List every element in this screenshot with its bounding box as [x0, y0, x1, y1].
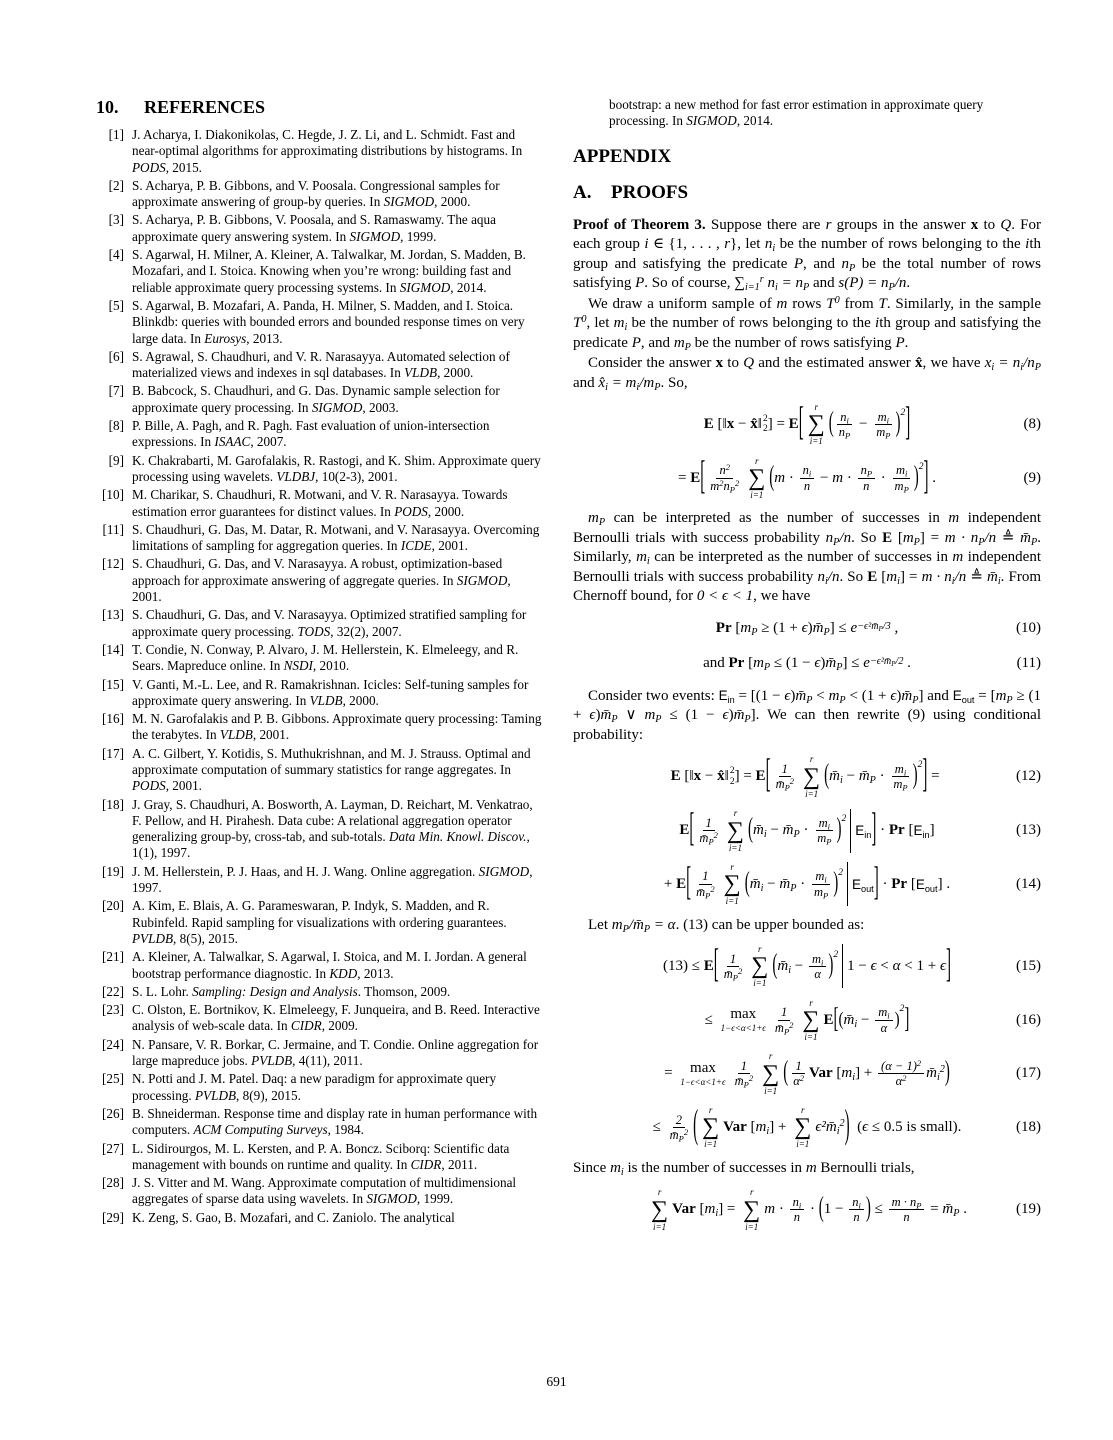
reference-number: [14] — [102, 641, 124, 657]
appendix-heading: APPENDIX — [573, 145, 672, 167]
summation: r ∑ i=1 — [794, 1105, 812, 1150]
bracket: [ — [713, 943, 719, 987]
fraction: $\frac{n_P}{n}$ — [858, 463, 875, 493]
fraction: $\frac{1}{m̄_P^2}$ — [723, 951, 743, 983]
equation-18: ≤ $\frac{2}{m̄_P^2}$ ( r ∑ i=1 Var [ $m_i$ ] + r ∑ i=1 $\epsilon^2m̄_i^2$ ) ( ϵ ≤ 0.5 is small). (18) — [652, 1104, 1041, 1150]
reference-text: S. Agrawal, S. Chaudhuri, and V. R. Narasayya. Automated selection of materialized views and indexes in sql databases. In VLDB, 2000. — [132, 348, 510, 381]
equation-number: (13) — [1016, 822, 1041, 838]
summation: r ∑ i=1 — [803, 754, 821, 799]
reference-number: [1] — [108, 127, 124, 142]
max-operator: max 1−ϵ<α<1+ϵ — [680, 1060, 726, 1087]
reference-item — [96, 247, 543, 296]
reference-item — [96, 949, 543, 982]
references-heading-title: REFERENCES — [144, 97, 266, 117]
equation-number: (15) — [1016, 957, 1041, 974]
fraction: $\frac{m_i}{m_P}$ — [893, 761, 908, 793]
reference-text: L. Sidirourgos, M. L. Kersten, and P. A. Boncz. Sciborq: Scientific data management with bounds on runtime and quality. In CIDR, 2011. — [132, 1140, 510, 1172]
equation-17: = max 1−ϵ<α<1+ϵ $\frac{1}{m̄_P^2}$ r ∑ i=1 ( $\frac{1}{\alpha^2}$ Var [ $m_i$ ] + $\frac{(\alpha - 1)^2}{\alpha^2}$ $m̄_i^2$ ) (17) — [664, 1051, 1041, 1096]
summation: r ∑ i=1 — [723, 861, 741, 907]
fraction: $\frac{n_i}{n}$ — [849, 1195, 864, 1225]
reference-number: [11] — [102, 521, 124, 537]
reference-text: V. Ganti, M.-L. Lee, and R. Ramakrishnan. Icicles: Self-tuning samples for approximate query answering. In VLDB, 2000. — [132, 676, 529, 708]
reference-item — [96, 1210, 543, 1226]
bracket: ] — [871, 807, 877, 851]
reference-item — [96, 383, 543, 416]
equation-number: (10) — [1016, 620, 1041, 637]
reference-item — [96, 1106, 543, 1139]
reference-number: [23] — [102, 1002, 124, 1018]
fraction: $\frac{1}{m̄_P^2}$ — [734, 1058, 754, 1090]
reference-text: S. Agarwal, B. Mozafari, A. Panda, H. Milner, S. Madden, and I. Stoica. Blinkdb: queries with bounded errors and bounded response times on very large data. In Eurosys, 2013. — [132, 297, 525, 346]
reference-text: S. Chaudhuri, G. Das, M. Datar, R. Motwani, and V. Narasayya. Overcoming limitations of sampling for aggregation queries. In ICDE, 2001. — [132, 521, 540, 554]
reference-item — [96, 522, 543, 555]
reference-text: P. Bille, A. Pagh, and R. Pagh. Fast evaluation of union-intersection expressions. In ISAAC, 2007. — [132, 418, 490, 450]
equation-number: (12) — [1016, 768, 1041, 785]
reference-item — [96, 418, 543, 451]
bracket: ( — [824, 760, 830, 792]
summation: r ∑ i=1 — [748, 455, 766, 501]
bracket: ( — [693, 1104, 699, 1148]
bracket: ( — [772, 950, 778, 981]
bracket: ] — [904, 1003, 910, 1035]
fraction: $\frac{m_i}{\alpha}$ — [809, 952, 826, 982]
page-number: 691 — [546, 1374, 567, 1389]
summation: r ∑ i=1 — [751, 944, 769, 989]
reference-text: K. Zeng, S. Gao, B. Mozafari, and C. Zaniolo. The analytical — [132, 1209, 455, 1225]
reference-text: A. Kim, E. Blais, A. G. Parameswaran, P. Indyk, S. Madden, and R. Rubinfeld. Rapid sampling for visualizations with ordering guarantees. PVLDB, 8(5), 2015. — [132, 898, 507, 946]
reference-item — [96, 677, 543, 710]
equation-number: (11) — [1016, 655, 1041, 672]
reference-text: M. Charikar, S. Chaudhuri, R. Motwani, and V. R. Narasayya. Towards estimation error guarantees for distinct values. In PODS, 2000. — [132, 487, 508, 519]
reference-text: J. S. Vitter and M. Wang. Approximate computation of multidimensional aggregates of sparse data using wavelets. In SIGMOD, 1999. — [132, 1175, 517, 1207]
summation: r ∑ i=1 — [802, 997, 820, 1043]
reference-text: J. Gray, S. Chaudhuri, A. Bosworth, A. Layman, D. Reichart, M. Venkatrao, F. Pellow, and H. Pirahesh. Data cube: A relational aggregation operator generalizing group-by, cross-tab, and sub-totals. Data Min. Knowl. Discov., 1(1), 1997. — [132, 796, 533, 861]
fraction: $\frac{n_i}{n}$ — [800, 463, 815, 493]
fraction: $\frac{1}{m̄_P^2}$ — [696, 869, 715, 901]
reference-item — [96, 711, 543, 744]
reference-text: K. Chakrabarti, M. Garofalakis, R. Rastogi, and K. Shim. Approximate query processing using wavelets. VLDBJ, 10(2-3), 2001. — [132, 452, 541, 484]
reference-text: J. M. Hellerstein, P. J. Haas, and H. J. Wang. Online aggregation. SIGMOD, 1997. — [132, 863, 533, 896]
reference-item — [96, 349, 543, 382]
paragraph: We draw a uniform sample of m rows $T^0$ from T. Similarly, in the sample $T^0$, let $m_i$ be the number of rows belonging to the ith group and satisfying the predicate P, and $m_P$ be the number of rows satisfying P. — [573, 294, 1041, 353]
reference-number: [7] — [108, 383, 124, 399]
fraction: $\frac{n^2}{m^2n_P^2}$ — [710, 462, 740, 495]
fraction: $\frac{m_i}{m_P}$ — [817, 815, 832, 847]
fraction: $\frac{m \cdot n_P}{n}$ — [889, 1195, 925, 1225]
fraction: $\frac{m_i}{m_P}$ — [813, 869, 829, 901]
max-operator: max 1−ϵ<α<1+ϵ — [720, 1006, 766, 1033]
equation-12: E [ ‖ x − x̂ ‖ 2 2 ] = E [ $\frac{1}{m̄_P^2}$ r ∑ i=1 ( $m̄_i$ − $m̄_P$ · $\frac{m_i}{m_P}$ )$^2$ ] = (12) — [670, 753, 1041, 799]
equation-13: E [ $\frac{1}{m̄_P^2}$ r ∑ i=1 ( $m̄_i$ − $m̄_P$ · $\frac{m_i}{m_P}$ )$^2$ $E_{in}$ ] · Pr [ $E_{in}$ ] (13) — [679, 807, 1041, 853]
paragraph: Consider two events: $E_{in} = [(1$ − $\epsilon)m̄_P < m_P < (1$ + $\epsilon)m̄_P$] and $E_{out} = [m_P \ge (1$ + $\epsilon)m̄_P$ ∨ $m_P \le (1$ − $\epsilon)m̄_P$]. We can then rewrite (9) using conditional probability: — [573, 687, 1041, 743]
proofs-flow — [573, 216, 1041, 1232]
reference-item — [96, 797, 543, 862]
reference-number: [2] — [108, 177, 124, 193]
reference-item — [96, 607, 543, 640]
bracket: ) — [836, 814, 842, 845]
equation-9: = E [ $\frac{n^2}{m^2n_P^2}$ r ∑ i=1 ( m · $\frac{n_i}{n}$ − m · $\frac{n_P}{n}$ · $\frac{m_i}{m_P}$ )$^2$ ] . (9) — [677, 455, 1041, 501]
fraction: $\frac{1}{m̄_P^2}$ — [774, 1005, 794, 1037]
conditional-bar — [847, 862, 848, 906]
bracket: ( — [783, 1057, 789, 1088]
fraction: $\frac{1}{\alpha^2}$ — [793, 1058, 804, 1089]
summation: r ∑ i=1 — [807, 402, 825, 447]
bracket: ] — [923, 455, 929, 499]
equation-number: (16) — [1016, 1011, 1041, 1028]
equation-number: (19) — [1016, 1201, 1041, 1218]
bracket: [ — [700, 455, 706, 499]
equation-15: (13) ≤ E [ $\frac{1}{m̄_P^2}$ r ∑ i=1 ( $m̄_i$ − $\frac{m_i}{\alpha}$ )$^2$ 1 − ϵ < α < 1 + ϵ ] (15) — [663, 943, 1041, 989]
reference-item — [96, 1037, 543, 1070]
equation-14: + E [ $\frac{1}{m̄_P^2}$ r ∑ i=1 ( $m̄_i$ − $m̄_P$ · $\frac{m_i}{m_P}$ )$^2$ $E_{out}$ ] · Pr [ $E_{out}$ ] . (14) — [663, 861, 1041, 907]
reference-continuation: bootstrap: a new method for fast error estimation in approximate query processing. In SIGMOD, 2014. — [609, 97, 984, 129]
equation-number: (14) — [1016, 875, 1041, 892]
bracket: ) — [844, 1104, 850, 1148]
reference-item — [96, 127, 543, 176]
bracket: ) — [865, 1193, 871, 1224]
reference-number: [15] — [102, 676, 124, 692]
equation-16: ≤ max 1−ϵ<α<1+ϵ $\frac{1}{m̄_P^2}$ r ∑ i=1 E [ ( $m̄_i$ − $\frac{m_i}{\alpha}$ )$^2$ ] (16) — [704, 997, 1041, 1043]
reference-number: [16] — [102, 711, 124, 727]
reference-number: [9] — [108, 452, 124, 468]
proofs-section-heading — [573, 182, 1041, 204]
bracket: ) — [913, 461, 919, 493]
bracket: ] — [922, 753, 928, 798]
reference-number: [29] — [102, 1209, 124, 1225]
summation: r ∑ i=1 — [726, 808, 744, 853]
reference-text: S. Acharya, P. B. Gibbons, V. Poosala, and S. Ramaswamy. The aqua approximate query answering system. In SIGMOD, 1999. — [132, 212, 496, 244]
summation: r ∑ i=1 — [702, 1105, 720, 1150]
bracket: [ — [686, 861, 692, 905]
summation: r ∑ i=1 — [762, 1051, 780, 1096]
bracket: ] — [905, 401, 911, 445]
fraction: $\frac{m_i}{m_P}$ — [876, 409, 891, 441]
equation-19: r ∑ i=1 Var [ $m_i$ ] = r ∑ i=1 m · $\frac{n_i}{n}$ · ( 1 − $\frac{n_i}{n}$ ) ≤ $\frac{m \cdot n_P}{n}$ = $m̄_P$ . (19) — [651, 1187, 1041, 1232]
reference-item — [96, 453, 543, 486]
bracket: ] — [945, 943, 951, 987]
bracket: ) — [833, 868, 839, 899]
reference-number: [18] — [102, 796, 124, 812]
bracket: [ — [798, 401, 804, 445]
equation-10: Pr [ $m_P$ ≥ (1 + ϵ ) $m̄_P$ ] ≤ e $-\epsilon^2m̄_P/3$ , (10) — [715, 620, 1041, 639]
equation-8: E [ ‖ x − x̂ ‖ 2 2 ] = E [ r ∑ i=1 ( $\frac{n_i}{n_P}$ − $\frac{m_i}{m_P}$ )$^2$ ] (8) — [703, 401, 1041, 447]
paragraph: Since $m_i$ is the number of successes in m Bernoulli trials, — [573, 1159, 915, 1178]
reference-number: [13] — [102, 607, 124, 623]
fraction: $\frac{(\alpha - 1)^2}{\alpha^2}$ — [878, 1059, 924, 1089]
fraction: $\frac{2}{m̄_P^2}$ — [669, 1112, 689, 1144]
reference-item — [96, 212, 543, 245]
reference-item — [96, 984, 543, 1000]
bracket: [ — [689, 807, 695, 851]
fraction: $\frac{n_i}{n}$ — [790, 1195, 805, 1225]
fraction: $\frac{1}{m̄_P^2}$ — [775, 761, 795, 793]
reference-number: [10] — [102, 487, 124, 503]
reference-item — [96, 1141, 543, 1174]
summation: r ∑ i=1 — [651, 1187, 669, 1232]
references-list — [96, 127, 543, 1226]
reference-number: [21] — [102, 949, 124, 965]
equation-number: (17) — [1016, 1065, 1041, 1082]
reference-number: [17] — [102, 745, 124, 761]
reference-text: A. Kleiner, A. Talwalkar, S. Agarwal, I. Stoica, and M. I. Jordan. A general bootstrap performance diagnostic. In KDD, 2013. — [132, 949, 527, 981]
reference-text: C. Olston, E. Bortnikov, K. Elmeleegy, F. Junqueira, and B. Reed. Interactive analysis of web-scale data. In CIDR, 2009. — [132, 1002, 540, 1034]
bracket: ( — [748, 814, 753, 845]
reference-number: [4] — [108, 247, 124, 263]
paragraph: Let $m_P/m̄_P = \alpha$. (13) can be upper bounded as: — [588, 916, 865, 935]
reference-text: N. Potti and J. M. Patel. Daq: a new paradigm for approximate query processing. PVLDB, 8(9), 2015. — [132, 1071, 497, 1103]
reference-number: [8] — [108, 418, 124, 434]
bracket: ( — [828, 408, 834, 439]
reference-number: [6] — [108, 348, 124, 364]
reference-item — [96, 1175, 543, 1208]
bracket: ) — [944, 1057, 950, 1088]
reference-text: S. Acharya, P. B. Gibbons, and V. Poosala. Congressional samples for approximate answering of group-by queries. In SIGMOD, 2000. — [132, 177, 500, 210]
bracket: ( — [818, 1193, 824, 1224]
references-column — [96, 97, 543, 1228]
reference-text: B. Shneiderman. Response time and display rate in human performance with computers. ACM Computing Surveys, 1984. — [132, 1105, 538, 1138]
paragraph: $m_P$ can be interpreted as the number of successes in m independent Bernoulli trials with success probability $n_P/n$. So E $[m_P] = m \cdot n_P/n$ ≜ $m̄_P$. Similarly, $m_i$ can be interpreted as the number of successes in m independent Bernoulli trials with success probability $n_i/n$. So E $[m_i] = m \cdot n_i/n$ ≜ $m̄_i$. From Chernoff bound, for 0 < ϵ < 1, we have — [573, 510, 1042, 605]
reference-text: A. C. Gilbert, Y. Kotidis, S. Muthukrishnan, and M. J. Strauss. Optimal and approximate computation of summary statistics for range aggregates. In PODS, 2001. — [132, 745, 531, 794]
reference-item — [96, 1002, 543, 1035]
reference-text: S. Agarwal, H. Milner, A. Kleiner, A. Talwalkar, M. Jordan, S. Madden, B. Mozafari, and I. Stoica. Knowing when you’re wrong: building fast and reliable approximate query processing systems. In SIGMOD, 2014. — [132, 247, 526, 295]
reference-item — [96, 746, 543, 795]
bracket: [ — [765, 753, 771, 798]
reference-item — [96, 864, 543, 897]
reference-item — [96, 1071, 543, 1104]
equation-11: and Pr [ $m_P$ ≤ (1 − ϵ ) $m̄_P$ ] ≤ e $-\epsilon^2m̄_P/2$ . (11) — [703, 655, 1041, 674]
bracket: ] — [873, 861, 879, 905]
proofs-section-number: A. — [573, 181, 592, 203]
bracket: [ — [833, 1003, 839, 1035]
reference-text: J. Acharya, I. Diakonikolas, C. Hegde, J. Z. Li, and L. Schmidt. Fast and near-optimal algorithms for approximating distributions by histograms. In PODS, 2015. — [132, 127, 523, 175]
paragraph: Proof of Theorem 3. Suppose there are r groups in the answer x to Q. For each group i ∈ {1, . . . , r}, let $n_i$ be the number of rows belonging to the ith group and satisfying the predicate P, and $n_P$ be the total number of rows satisfying P. So of course, $\sum_{i=1}^r$ $n_i = n_P$ and $s(P) = n_P/n$. — [573, 216, 1041, 294]
bracket: ) — [828, 950, 834, 981]
reference-number: [28] — [102, 1175, 124, 1191]
bracket: ) — [895, 408, 901, 439]
fraction: $\frac{1}{m̄_P^2}$ — [699, 815, 718, 847]
appendix-column — [573, 97, 1041, 1241]
reference-item — [96, 556, 543, 605]
reference-text: S. L. Lohr. Sampling: Design and Analysis. Thomson, 2009. — [132, 983, 451, 999]
reference-number: [24] — [102, 1036, 124, 1052]
reference-number: [12] — [102, 556, 124, 572]
reference-number: [3] — [108, 212, 124, 228]
bracket: ( — [744, 868, 750, 899]
fraction: $\frac{n_i}{n_P}$ — [838, 409, 851, 441]
reference-item — [96, 487, 543, 520]
reference-text: T. Condie, N. Conway, P. Alvaro, J. M. Hellerstein, K. Elmeleegy, and R. Sears. Mapreduce online. In NSDI, 2010. — [132, 641, 519, 674]
reference-number: [19] — [102, 863, 124, 879]
proofs-section-title: PROOFS — [611, 181, 689, 203]
equation-number: (9) — [1023, 469, 1041, 486]
summation: r ∑ i=1 — [743, 1187, 761, 1232]
reference-item — [96, 898, 543, 947]
conditional-bar — [842, 944, 843, 988]
reference-text: B. Babcock, S. Chaudhuri, and G. Das. Dynamic sample selection for approximate query processing. In SIGMOD, 2003. — [132, 383, 500, 415]
reference-item — [96, 178, 543, 211]
paragraph: Consider the answer x to Q and the estimated answer x̂, we have $x_i = n_i/n_P$ and $x̂_i = m_i/m_P$. So, — [573, 355, 1042, 393]
reference-text: M. N. Garofalakis and P. B. Gibbons. Approximate query processing: Taming the terabytes. In VLDB, 2001. — [132, 711, 542, 743]
reference-number: [25] — [102, 1071, 124, 1087]
bracket: ( — [838, 1009, 844, 1030]
reference-number: [27] — [102, 1140, 124, 1156]
conditional-bar — [850, 809, 851, 853]
reference-number: [22] — [102, 983, 124, 999]
reference-item — [96, 642, 543, 675]
bracket: ) — [894, 1009, 900, 1030]
equation-number: (18) — [1016, 1118, 1041, 1135]
equation-number: (8) — [1023, 415, 1041, 432]
references-heading — [96, 97, 543, 118]
reference-text: S. Chaudhuri, G. Das, and V. Narasayya. A robust, optimization-based approach for approximate answering of aggregate queries. In SIGMOD, 2001. — [132, 556, 511, 605]
reference-text: S. Chaudhuri, G. Das, and V. Narasayya. Optimized stratified sampling for approximate query processing. TODS, 32(2), 2007. — [132, 607, 527, 639]
fraction: $\frac{m_i}{m_P}$ — [894, 463, 909, 495]
bracket: ( — [769, 461, 775, 493]
reference-number: [5] — [108, 297, 124, 313]
reference-text: N. Pansare, V. R. Borkar, C. Jermaine, and T. Condie. Online aggregation for large mapreduce jobs. PVLDB, 4(11), 2011. — [132, 1036, 539, 1069]
fraction: $\frac{m_i}{\alpha}$ — [875, 1005, 892, 1035]
reference-number: [26] — [102, 1105, 124, 1121]
references-heading-number: 10. — [96, 97, 119, 117]
bracket: ) — [912, 760, 918, 792]
reference-number: [20] — [102, 898, 124, 914]
reference-item — [96, 298, 543, 347]
